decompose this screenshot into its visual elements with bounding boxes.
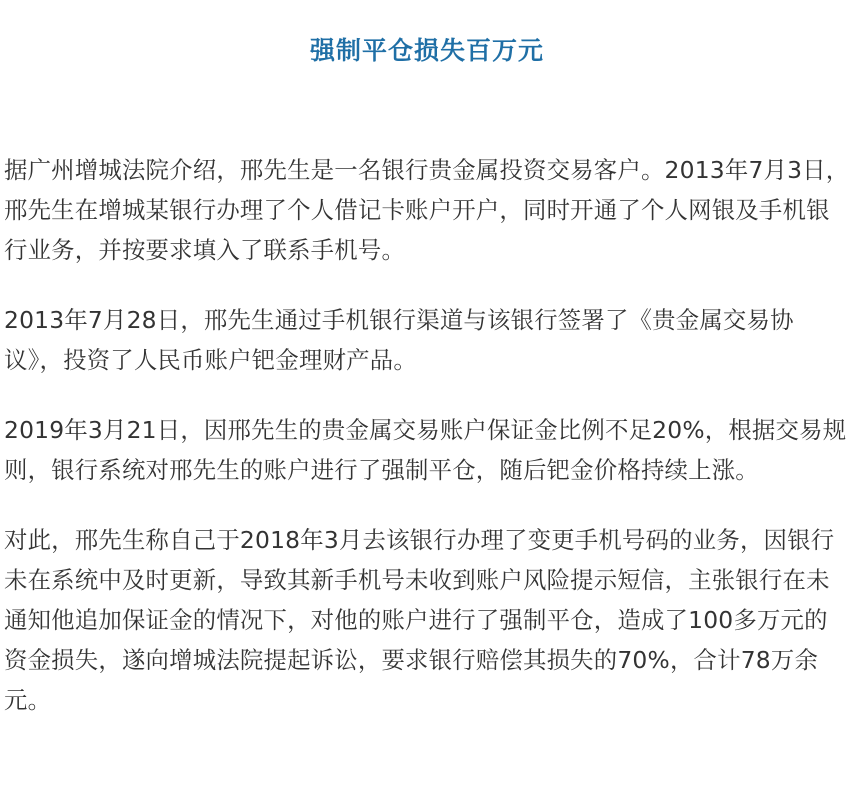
article-title: 强制平仓损失百万元 — [309, 36, 544, 65]
paragraph-agreement: 2013年7月28日，邢先生通过手机银行渠道与该银行签署了《贵金属交易协议》，投资了人民币账户钯金理财产品。 — [4, 306, 794, 374]
paragraph-liquidation: 2019年3月21日，因邢先生的贵金属交易账户保证金比例不足20%，根据交易规则，银行系统对邢先生的账户进行了强制平仓，随后钯金价格持续上涨。 — [4, 416, 847, 484]
article-body — [4, 150, 850, 750]
paragraph-claim: 对此，邢先生称自己于2018年3月去该银行办理了变更手机号码的业务，因银行未在系统中及时更新，导致其新手机号未收到账户风险提示短信，主张银行在未通知他追加保证金的情况下，对他的账户进行了强制平仓，造成了100多万元的资金损失，遂向增城法院提起诉讼，要求银行赔偿其损失的70%，合计78万余元。 — [4, 526, 835, 714]
paragraph-intro: 据广州增城法院介绍，邢先生是一名银行贵金属投资交易客户。2013年7月3日，邢先生在增城某银行办理了个人借记卡账户开户，同时开通了个人网银及手机银行业务，并按要求填入了联系手机号。 — [4, 156, 850, 264]
